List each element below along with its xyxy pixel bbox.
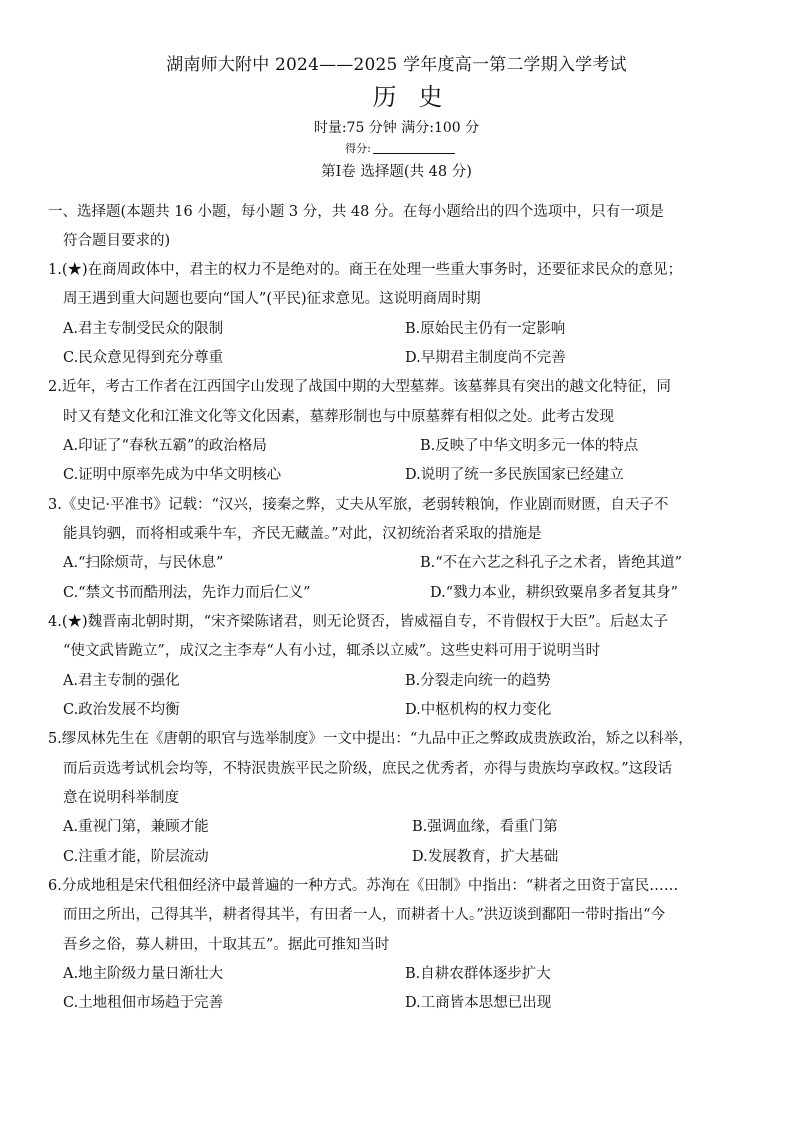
option-b[interactable]: B.原始民主仍有一定影响 [405,321,566,337]
question-text: “使文武皆跪立”，成汉之主李寿“人有小过，辄杀以立威”。这些史料可用于说明当时 [63,643,601,659]
question-text: 4.(★)魏晋南北朝时期，“宋齐梁陈诸君，则无论贤否，皆威福自专，不肯假权于大臣”。后赵太子 [48,614,668,630]
option-b[interactable]: B.强调血缘，看重门第 [412,819,558,835]
question-text: 3.《史记·平准书》记载：“汉兴，接秦之弊，丈夫从军旅，老弱转粮饷，作业剧而财匮，自天子不 [48,497,669,513]
question-text: 意在说明科举制度 [63,790,179,806]
option-a[interactable]: A.重视门第，兼顾才能 [63,819,209,835]
option-d[interactable]: D.“戮力本业，耕织致粟帛多者复其身” [430,585,679,601]
option-c[interactable]: C.注重才能，阶层流动 [63,849,209,865]
option-c[interactable]: C.民众意见得到充分尊重 [63,350,224,366]
score-label: 得分: [345,142,371,155]
option-c[interactable]: C.政治发展不均衡 [63,702,180,718]
score-field [250,140,550,156]
exam-title: 湖南师大附中 2024——2025 学年度高一第二学期入学考试 [166,55,627,75]
question-text: 而田之所出，己得其半，耕者得其半，有田者一人，而耕者十人。”洪迈谈到鄱阳一带时指出“今 [63,907,666,923]
question-text: 能具钧驷，而将相或乘牛车，齐民无藏盖。”对此，汉初统治者采取的措施是 [63,526,542,542]
question-text: 而后贡选考试机会均等，不特泯贵族平民之阶级，庶民之优秀者，亦得与贵族均享政权。”这段话 [63,761,673,777]
option-c[interactable]: C.“禁文书而酷刑法，先诈力而后仁义” [63,585,311,601]
option-a[interactable]: A.君主专制的强化 [63,673,180,689]
option-b[interactable]: B.自耕农群体逐步扩大 [405,966,551,982]
option-b[interactable]: B.反映了中华文明多元一体的特点 [420,438,639,454]
question-text: 2.近年，考古工作者在江西国字山发现了战国中期的大型墓葬。该墓葬具有突出的越文化特征，同 [48,379,671,395]
question-text: 时又有楚文化和江淮文化等文化因素，墓葬形制也与中原墓葬有相似之处。此考古发现 [63,409,614,425]
section-heading: 第Ⅰ卷 选择题(共 48 分) [321,164,472,180]
option-d[interactable]: D.发展教育，扩大基础 [412,849,559,865]
option-d[interactable]: D.说明了统一多民族国家已经建立 [405,467,624,483]
option-a[interactable]: A.君主专制受民众的限制 [63,321,224,337]
option-c[interactable]: C.土地租佃市场趋于完善 [63,995,224,1011]
instructions-line: 符合题目要求的) [63,233,171,249]
score-blank[interactable] [373,141,455,154]
question-text: 1.(★)在商周政体中，君主的权力不是绝对的。商王在处理一些重大事务时，还要征求民众的意见； [48,262,683,278]
instructions-line: 一、选择题(本题共 16 小题，每小题 3 分，共 48 分。在每小题给出的四个选项中，只有一项是 [48,204,664,220]
option-b[interactable]: B.分裂走向统一的趋势 [405,673,551,689]
question-text: 6.分成地租是宋代租佃经济中最普遍的一种方式。苏洵在《田制》中指出：“耕者之田资于富民…… [48,878,679,894]
option-d[interactable]: D.中枢机构的权力变化 [405,702,552,718]
question-text: 周王遇到重大问题也要向“国人”(平民)征求意见。这说明商周时期 [63,291,481,307]
question-text: 吾乡之俗，募人耕田，十取其五”。据此可推知当时 [63,937,390,953]
option-b[interactable]: B.“不在六艺之科孔子之术者，皆绝其道” [420,555,683,571]
question-text: 5.缪凤林先生在《唐朝的职官与选举制度》一文中提出：“九品中正之弊政成贵族政治，矫之以科举， [48,731,693,747]
option-d[interactable]: D.早期君主制度尚不完善 [405,350,566,366]
subject-title: 历史 [372,83,465,111]
option-a[interactable]: A.“扫除烦苛，与民休息” [63,555,224,571]
option-a[interactable]: A.地主阶级力量日渐壮大 [63,966,224,982]
option-a[interactable]: A.印证了“春秋五霸”的政治格局 [63,438,267,454]
option-c[interactable]: C.证明中原率先成为中华文明核心 [63,467,282,483]
exam-meta: 时量:75 分钟 满分:100 分 [313,120,480,136]
option-d[interactable]: D.工商皆本思想已出现 [405,995,552,1011]
